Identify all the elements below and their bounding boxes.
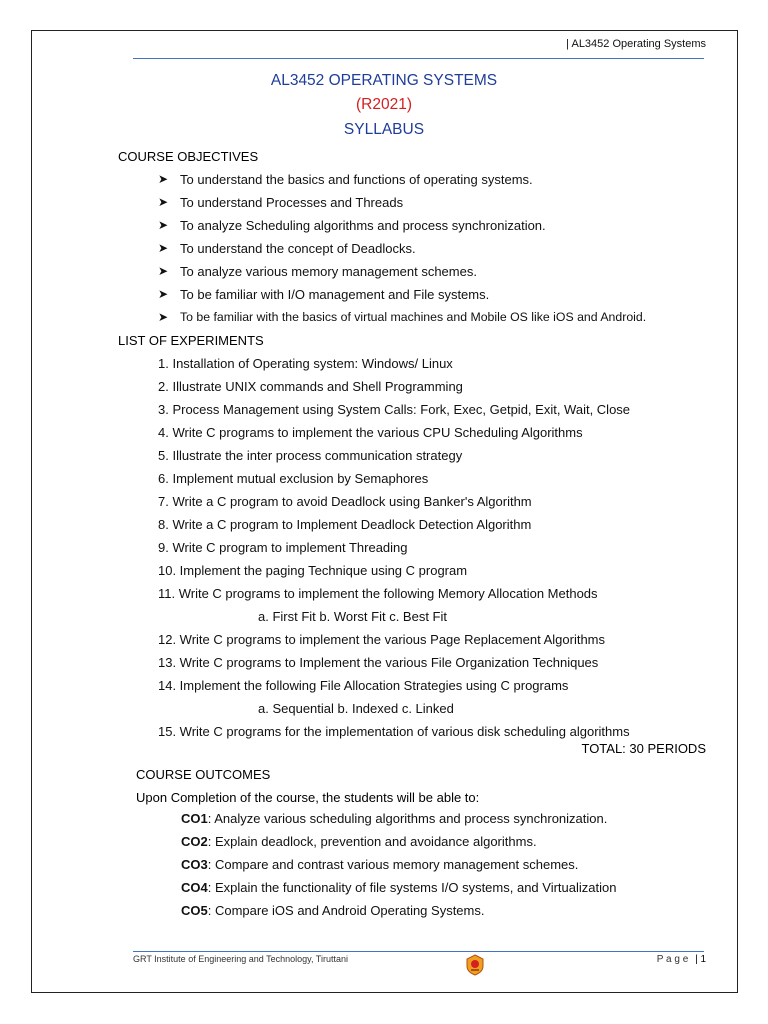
outcome-item — [181, 857, 578, 872]
bullet-arrow-icon: ➤ — [158, 172, 169, 186]
footer-page — [657, 954, 706, 965]
page-label: P a g e — [656, 954, 689, 965]
objective-item: To be familiar with I/O management and File systems. — [180, 287, 490, 302]
objective-item: To analyze various memory management schemes. — [180, 264, 477, 279]
experiment-item: 6. Implement mutual exclusion by Semaphores — [158, 471, 429, 486]
experiment-item: 12. Write C programs to implement the various Page Replacement Algorithms — [158, 632, 606, 647]
experiment-item: 15. Write C programs for the implementation of various disk scheduling algorithms — [158, 724, 630, 739]
outcome-text: : Explain deadlock, prevention and avoidance algorithms. — [207, 834, 537, 849]
course-title: AL3452 OPERATING SYSTEMS — [270, 72, 498, 89]
experiment-subitem: a. First Fit b. Worst Fit c. Best Fit — [258, 609, 448, 624]
bullet-arrow-icon: ➤ — [158, 287, 169, 301]
regulation-label: (R2021) — [356, 96, 412, 113]
experiment-item: 11. Write C programs to implement the following Memory Allocation Methods — [158, 586, 598, 601]
footer-institute: GRT Institute of Engineering and Technology, Tiruttani — [133, 954, 348, 964]
experiment-item: 3. Process Management using System Calls: Fork, Exec, Getpid, Exit, Wait, Close — [158, 402, 631, 417]
institute-emblem-icon — [464, 954, 486, 976]
footer-rule — [133, 951, 704, 952]
experiment-item: 10. Implement the paging Technique using C program — [158, 563, 468, 578]
bullet-arrow-icon: ➤ — [158, 264, 169, 278]
header-rule — [133, 58, 704, 59]
experiment-subitem: a. Sequential b. Indexed c. Linked — [258, 701, 454, 716]
bullet-arrow-icon: ➤ — [158, 310, 169, 324]
outcome-code: CO2 — [181, 834, 208, 849]
page-number: | 1 — [695, 954, 706, 965]
objective-item: To analyze Scheduling algorithms and process synchronization. — [180, 218, 546, 233]
bullet-arrow-icon: ➤ — [158, 195, 169, 209]
outcome-item — [181, 903, 484, 918]
experiment-item: 8. Write a C program to Implement Deadlock Detection Algorithm — [158, 517, 532, 532]
outcome-text: : Explain the functionality of file systems I/O systems, and Virtualization — [207, 880, 617, 895]
experiment-item: 9. Write C program to implement Threading — [158, 540, 408, 555]
experiment-item: 5. Illustrate the inter process communication strategy — [158, 448, 463, 463]
objective-item: To understand the basics and functions of operating systems. — [180, 172, 533, 187]
experiment-item: 7. Write a C program to avoid Deadlock using Banker's Algorithm — [158, 494, 532, 509]
outcome-item — [181, 880, 616, 895]
experiment-item: 13. Write C programs to Implement the various File Organization Techniques — [158, 655, 599, 670]
experiments-heading: LIST OF EXPERIMENTS — [118, 333, 264, 348]
outcome-item — [181, 811, 607, 826]
experiment-item: 4. Write C programs to implement the various CPU Scheduling Algorithms — [158, 425, 583, 440]
outcome-text: : Analyze various scheduling algorithms and process synchronization. — [207, 811, 608, 826]
outcome-code: CO4 — [181, 880, 208, 895]
outcomes-intro: Upon Completion of the course, the students will be able to: — [136, 790, 480, 805]
outcome-code: CO5 — [181, 903, 208, 918]
objectives-heading: COURSE OBJECTIVES — [118, 149, 259, 164]
bullet-arrow-icon: ➤ — [158, 218, 169, 232]
objective-item: To understand the concept of Deadlocks. — [180, 241, 416, 256]
outcomes-heading: COURSE OUTCOMES — [136, 767, 271, 782]
experiment-item: 2. Illustrate UNIX commands and Shell Programming — [158, 379, 463, 394]
outcome-code: CO3 — [181, 857, 208, 872]
bullet-arrow-icon: ➤ — [158, 241, 169, 255]
outcome-code: CO1 — [181, 811, 208, 826]
outcome-text: : Compare iOS and Android Operating Systems. — [207, 903, 485, 918]
experiment-item: 1. Installation of Operating system: Windows/ Linux — [158, 356, 453, 371]
experiment-item: 14. Implement the following File Allocation Strategies using C programs — [158, 678, 569, 693]
objective-item: To understand Processes and Threads — [180, 195, 404, 210]
running-header: | AL3452 Operating Systems — [566, 38, 706, 50]
outcome-item — [181, 834, 537, 849]
outcome-text: : Compare and contrast various memory management schemes. — [207, 857, 579, 872]
total-periods: TOTAL: 30 PERIODS — [581, 741, 706, 756]
syllabus-heading: SYLLABUS — [343, 121, 425, 138]
objective-item: To be familiar with the basics of virtual machines and Mobile OS like iOS and Android. — [180, 310, 647, 324]
